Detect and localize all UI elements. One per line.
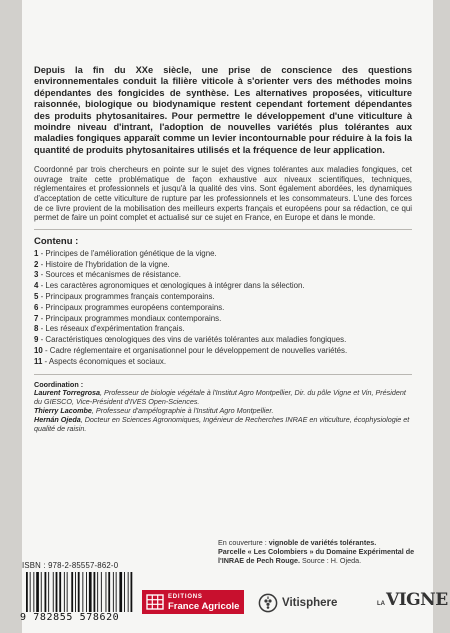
contents-item-text: Histoire de l'hybridation de la vigne. bbox=[45, 259, 170, 269]
contents-item-dash: - bbox=[38, 281, 46, 291]
contents-item-dash: - bbox=[38, 313, 46, 323]
coordinator-entry bbox=[34, 416, 412, 434]
vitisphere-grape-icon bbox=[258, 593, 278, 613]
contents-item-dash: - bbox=[38, 324, 46, 334]
contents-list bbox=[34, 249, 412, 368]
contents-item-text: Les caractères agronomiques et œnologiques à intégrer dans la sélection. bbox=[45, 281, 305, 291]
contents-item-number: 5 bbox=[34, 292, 39, 301]
coordinator-name: Hernán Ojeda bbox=[34, 414, 81, 424]
contents-item bbox=[34, 324, 412, 335]
intro-paragraph: Depuis la fin du XXe siècle, une prise de conscience des questions environnementales conduit la filière viticole à s'orienter vers des méthodes moins dépendantes des fongicides de synthèse. Les alternatives proposées, viticulture raisonnée, biologique ou biodynamique restent cependant fortement dépendantes des produits phytosanitaires. Pour permettre le développement d'une viticulture à moindre niveau d'intrant, l'adoption de nouvelles variétés plus tolérantes aux maladies fongiques apparaît comme un levier incontournable pour réduire à la fois la quantité de produits phytosanitaires utilisés et la fréquence de leur application. bbox=[34, 65, 412, 155]
contents-item-text: Principaux programmes européens contemporains. bbox=[45, 302, 225, 312]
coordination-people bbox=[34, 389, 412, 433]
coordinator-role: , Docteur en Sciences Agronomiques, Ingénieur de Recherches INRAE en viticulture, écophysiologie et qualité de raisin. bbox=[34, 414, 410, 433]
credit-prefix: En couverture : bbox=[218, 538, 269, 547]
credit-bold-1: vignoble de variétés tolérantes. bbox=[268, 538, 377, 547]
coordination-block bbox=[34, 381, 412, 434]
credit-source: Source : H. Ojeda. bbox=[299, 555, 362, 565]
coordination-title: Coordination : bbox=[34, 379, 84, 389]
vigne-label: VIGNE bbox=[386, 590, 448, 610]
vitisphere-label: Vitisphere bbox=[282, 597, 338, 609]
contents-item bbox=[34, 314, 412, 325]
isbn-text: ISBN : 978-2-85557-862-0 bbox=[22, 561, 119, 570]
contents-item bbox=[34, 281, 412, 292]
barcode-number: 9 782855 578620 bbox=[20, 612, 120, 623]
grid-icon bbox=[142, 590, 168, 614]
coordinator-entry bbox=[34, 389, 412, 407]
coordinator-role: , Professeur de biologie végétale à l'Institut Agro Montpellier, Dir. du pôle Vigne et Vin, Président du GIESCO, Vice-Président d'IVES Open-Sciences. bbox=[34, 388, 406, 407]
contents-item-text: Principaux programmes mondiaux contemporains. bbox=[45, 313, 222, 323]
contents-item-number: 4 bbox=[34, 281, 39, 291]
contents-item bbox=[34, 346, 412, 357]
contents-item bbox=[34, 357, 412, 368]
contents-item bbox=[34, 335, 412, 346]
contents-item-number: 2 bbox=[34, 259, 39, 269]
contents-item-number: 1 bbox=[34, 248, 39, 258]
contents-item-text: Les réseaux d'expérimentation français. bbox=[45, 324, 185, 334]
contents-item-number: 8 bbox=[34, 324, 39, 334]
contents-item-number: 10 bbox=[34, 345, 43, 355]
contents-item bbox=[34, 292, 412, 303]
description-paragraph: Coordonné par trois chercheurs en pointe sur le sujet des vignes tolérantes aux maladies fongiques, cet ouvrage traite cette problématique de façon exhaustive aux niveaux scientifiques, techniques, réglementaires et professionnels et jusqu'à la qualité des vins. Sont également abordées, les dynamiques d'acceptation de cette viticulture de rupture par les professionnels et les consommateurs. L'une des forces de ce livre provient de la mobilisation des meilleurs experts français et européens pour sa rédaction, ce qui permet de faire un point complet et actualisé sur ce sujet en France, en Europe et dans le monde. bbox=[34, 165, 412, 223]
contents-item bbox=[34, 270, 412, 281]
coordinator-name: Thierry Lacombe bbox=[34, 405, 92, 415]
contents-item-number: 11 bbox=[34, 356, 43, 366]
back-cover-content bbox=[34, 65, 412, 433]
contents-item bbox=[34, 260, 412, 271]
vigne-prefix: LA bbox=[377, 601, 385, 607]
contents-item-number: 9 bbox=[34, 335, 39, 345]
contents-item-dash: - bbox=[38, 292, 46, 301]
contents-item-number: 3 bbox=[34, 270, 39, 280]
contents-item-number: 6 bbox=[34, 302, 39, 312]
contents-item-dash: - bbox=[38, 302, 46, 312]
contents-item-text: Cadre réglementaire et organisationnel pour le développement de nouvelles variétés. bbox=[49, 345, 348, 355]
contents-item-text: Principes de l'amélioration génétique de la vigne. bbox=[45, 248, 217, 258]
contents-title: Contenu : bbox=[34, 235, 79, 247]
contents-item-text: Aspects économiques et sociaux. bbox=[48, 356, 167, 366]
la-vigne-logo bbox=[377, 590, 448, 610]
credit-bold-2: Parcelle « Les Colombiers » du Domaine Expérimental de l'INRAE de Pech Rouge. bbox=[218, 546, 415, 565]
contents-item-text: Sources et mécanismes de résistance. bbox=[45, 270, 181, 280]
contents-item-text: Caractéristiques œnologiques des vins de variétés tolérantes aux maladies fongiques. bbox=[45, 335, 347, 345]
contents-item-dash: - bbox=[42, 356, 49, 366]
contents-item-dash: - bbox=[38, 335, 46, 345]
divider bbox=[34, 229, 412, 230]
divider bbox=[34, 374, 412, 375]
coordinator-role: , Professeur d'ampélographie à l'Institut Agro Montpellier. bbox=[91, 405, 274, 415]
editions-france-agricole-logo bbox=[142, 590, 244, 614]
contents-item-dash: - bbox=[38, 248, 46, 258]
contents-item-dash: - bbox=[38, 259, 46, 269]
contents-item bbox=[34, 303, 412, 314]
cover-photo-credit bbox=[218, 539, 423, 565]
coordinator-name: Laurent Torregrosa bbox=[34, 388, 101, 398]
barcode-image bbox=[22, 572, 134, 612]
vitisphere-logo bbox=[258, 593, 337, 613]
contents-item bbox=[34, 249, 412, 260]
editions-label: EDITIONS bbox=[168, 594, 203, 600]
contents-item-text: Principaux programmes français contemporains. bbox=[45, 292, 215, 301]
contents-item-number: 7 bbox=[34, 313, 39, 323]
contents-item-dash: - bbox=[42, 345, 50, 355]
france-agricole-label: France Agricole bbox=[168, 601, 240, 612]
contents-item-dash: - bbox=[38, 270, 46, 280]
